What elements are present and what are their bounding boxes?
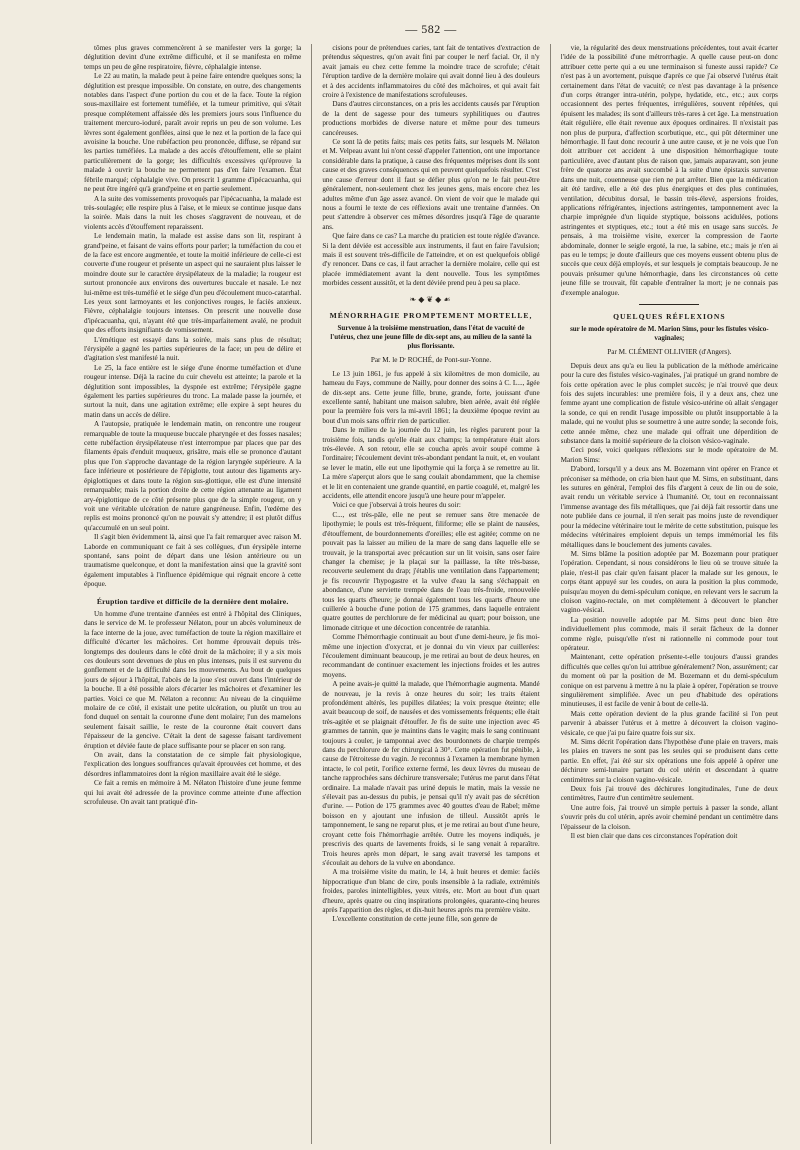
- col1-section-body: [84, 610, 301, 808]
- column-2: [322, 44, 539, 1144]
- paragraph: Maintenant, cette opération présente-t-elle toujours d'aussi grandes difficultés que celles qu'on lui attribue généralement? Non, assurément; car du moment où par la position de M. Bozemann et du demi-spéculum conique on est parvenu à mettre à nu la plaie à opérer, l'opération se trouve singulièrement simplifiée. Avec un peu d'habitude des opérations minutieuses, il est facile de venir à bout de celle-là.: [560, 653, 778, 709]
- column-1: [84, 44, 301, 1144]
- col2-section-body: [322, 370, 539, 925]
- paragraph: Que faire dans ce cas? La marche du praticien est toute réglée d'avance. Si la dent déviée est accessible aux instruments, il faut en faire l'avulsion; mais il est souvent très-difficile de l'atteindre, et on est quelquefois obligé d'y renoncer. Dans ce cas, il faut arracher la dernière molaire, celle qui est placée immédiatement avant la dent nouvelle. Tous les symptômes morbides cessent aussitôt, et la dent déviée prend peu à peu sa place.: [322, 232, 540, 288]
- section-title-reflexions: QUELQUES RÉFLEXIONS: [613, 311, 726, 321]
- ornament-divider: ❧◆❦◆☙: [409, 294, 453, 304]
- paragraph: Mais cette opération devient de la plus grande facilité si l'on peut parvenir à abaisser l'utérus et à mettre à découvert la cloison vagino-vésicale, ce que j'ai pu faire quatre fois sur six.: [560, 709, 778, 737]
- byline-ollivier: Par M. CLÉMENT OLLIVIER (d'Angers).: [607, 348, 732, 357]
- page-number: — 582 —: [405, 22, 457, 36]
- col3-section-body: [561, 362, 778, 842]
- paragraph: Comme l'hémorrhagie continuait au bout d'une demi-heure, je fis moi-même une injection d'oxycrat, et je donnai du vin vieux par cuillerées: l'écoulement diminuant beaucoup, je me retirai au bout de deux heures, en recommandant de continuer exactement les injections froides et les autres moyens.: [322, 633, 540, 679]
- paragraph: vie, la régularité des deux menstruations précédentes, tout avait écarter l'idée de la possibilité d'une métrorrhagie. A quelle cause peut-on donc attribuer cette perte qui a eu une terminaison si funeste aussi rapide? Ce n'est pas à un avortement, puisque d'après ce que j'ai observé l'utérus était certainement dans l'état de vacuité; ce n'est pas davantage à la présence d'un corps étranger intra-utérin, polype, hydatide, etc., etc.; aux corps occasionnent des pertes fréquentes, irrégulières, souvent répétées, qui épuisent les malades; ils sont d'ailleurs très-rares à cet âge. La menstruation était régulière, elle était revenue aux époques ordinaires. Il n'existait pas non plus de purpura, d'affection scorbutique, etc., qui pût déterminer une hémorrhagie. Il faut donc recourir à une autre cause, et je ne vois que l'on doit attribuer cet accident à une disposition hémorrhagique toute particulière, avec d'autant plus de raison que, jamais auparavant, son jeune frère de quatorze ans avait succombé à la suite d'une épistaxis survenue dans une nuit, couenneuse que rien ne put arrêter. Bien que la médication ait été tardive, elle a été des plus énergiques et des plus continuées, ventilation, décubitus dorsal, le bassin très-élevé, aspersions froides, applications réfrigérantes, injections astringentes, tamponnement avec la charpie imprégnée d'un liquide styptique, boissons acidulées, potions astringentes et styptiques, etc.; tout a été mis en usage sans succès. Je pensais, à ma troisième visite, exercer la compression de l'aorte abdominale, donner le seigle ergoté, la rue, la sabine, etc.; mais je n'en ai pas eu le temps; je doute d'ailleurs que ces moyens eussent obtenu plus de succès que ceux déjà employés, et sur lesquels je comptais beaucoup. Je ne pouvais présumer qu'une hémorrhagie, dans les circonstances où cette jeune fille se trouvait, fût capable d'entraîner la mort; je ne connais pas d'exemple analogue.: [560, 44, 778, 297]
- paragraph: Le 25, la face entière est le siége d'une énorme tuméfaction et d'une rougeur intense. Déjà la racine du cuir chevelu est atteinte; la parole et la déglutition sont impossibles, la dyspnée est extrême; l'érysipèle gagne également les parties supérieures du tronc. La malade passe la journée, et surtout la nuit, dans une agitation extrême; elle expire à sept heures du matin dans un accès de délire.: [84, 363, 302, 419]
- paragraph: L'émétique est essayé dans la soirée, mais sans plus de résultat; l'érysipèle a gagné les parties supérieures de la face; un peu de délire et d'agitation s'est manifesté la nuit.: [84, 335, 302, 363]
- paragraph: D'abord, lorsqu'il y a deux ans M. Bozemann vint opérer en France et préconiser sa méthode, on cria bien haut que M. Sims, en substituant, dans les sutures en général, l'emploi des fils d'argent à ceux de lin ou de soie, avait rendu un véritable service à l'humanité. Or, tout en reconnaissant l'immense avantage des fils métalliques, que j'ai déjà fait ressortir dans une note publiée dans ce journal, il n'en serait pas moins juste de revendiquer pour la médecine vétérinaire tout le mérite de cette substitution, puisque les médecins vétérinaires emploient depuis un temps immémorial les fils métalliques dans le bouclement des juments cavales.: [560, 465, 778, 549]
- column-3: [561, 44, 778, 1144]
- column-divider: [311, 44, 312, 1144]
- paragraph: Dans d'autres circonstances, on a pris les accidents causés par l'éruption de la dent de sagesse pour des tumeurs syphilitiques ou d'autres productions morbides de diverse nature et même pour des tumeurs cancéreuses.: [322, 100, 540, 137]
- paragraph: Un homme d'une trentaine d'années est entré à l'hôpital des Cliniques, dans le service de M. le professeur Nélaton, pour un abcès volumineux de la face interne de la joue, avec tuméfaction de toute la région maxillaire et difficulté d'écarter les mâchoires. Cet homme éprouvait depuis très-longtemps des douleurs dans le côté droit de la mâchoire; il y a six mois ces douleurs sont devenues de plus en plus intenses, puis il est survenu du gonflement et de la difficulté dans les mouvements. Au bout de quelques jours de séjour à l'hôpital, l'abcès de la joue s'est ouvert dans l'intérieur de la bouche. Il a été possible alors d'écarter les mâchoires et d'examiner les parties. Voici ce que M. Nélaton a reconnu: Au niveau de la cinquième molaire de ce côté, il existait une petite ulcération, ou plutôt un trou au fond duquel on sentait la couronne d'une dent molaire; l'un des mamelons seulement faisait saillie, le reste de la couronne était couvert dans l'épaisseur de la gencive. C'était la dent de sagesse faisant tardivement éruption et déviée faute de place suffisante pour se placer en son rang.: [84, 609, 302, 750]
- paragraph: A ma troisième visite du matin, le 14, à huit heures et demie: faciès hippocratique d'un blanc de cire, pouls insensible à la radiale, extrémités froides, paroles inintelligibles, yeux vitrés, etc. Mort au bout d'un quart d'heure, après quatre ou cinq inspirations prolongées, quarante-cinq heures après l'apparition des règles, et dix-huit heures après ma première visite.: [322, 868, 540, 914]
- paragraph: Le 22 au matin, la malade peut à peine faire entendre quelques sons; la déglutition est presque impossible. On constate, en outre, des changements notables dans l'aspect d'une portion du cou et de la face. Toute la région sous-maxillaire est fortement tuméfiée, et la tumeur primitive, qui s'était presque complétement affaissée dès les premiers jours sous l'influence du traitement mercuro-ioduré, paraît avoir repris un peu de son volume. Les lèvres sont également gonflées, ainsi que le nez et la portion de la face qui avoisine la bouche. Une rubéfaction peu prononcée, diffuse, se répand sur les parties tuméfiées. La malade a des accès d'étouffement, elle se plaint particulièrement de la gorge; les difficultés excessives qu'éprouve la malade à ouvrir la bouche ne permettent pas d'en faire l'examen. État fébrile marqué; céphalalgie vive. On prescrit 1 gramme d'ipécacuanha, qui ne peut être ingéré qu'à grand'peine et en partie seulement.: [84, 72, 302, 194]
- paragraph: Deux fois j'ai trouvé des déchirures longitudinales, l'une de deux centimètres, l'autre d'un centimètre seulement.: [560, 785, 778, 803]
- col3-body: [561, 44, 778, 298]
- paragraph: L'excellente constitution de cette jeune fille, son genre de: [332, 915, 498, 924]
- paragraph: A peine avais-je quitté la malade, que l'hémorrhagie augmenta. Mandé de nouveau, je la revis à onze heures du soir; les traits étaient profondément altérés, les pupilles dilatées; la voix presque éteinte; elle avait beaucoup de soif, de nausées et des vomissements fréquents; elle était très-agitée et se plaignait d'étouffer. Je fis de suite une injection avec 45 grammes de tannin, que je maintins dans le vagin; mais le sang continuant toujours à couler, je tamponnai avec des bourdonnets de charpie trempés dans du perchlorure de fer chirurgical à 30°. Cette opération fut pénible, à cause de l'étroitesse du vagin. Je reconnus à l'examen la membrane hymen intacte, le col petit, l'orifice externe fermé, les deux lèvres du museau de tanche rapprochées sans déchirure transversale; l'utérus me parut dans l'état ordinaire. La malade n'avait pas uriné depuis le matin, mais la vessie ne s'élevait pas au-dessus du pubis, je pensai qu'il n'y avait pas de sécrétion d'urine. — Potion de 175 grammes avec 40 gouttes d'eau de Rabel; même boisson en y ajoutant une infusion de tilleul. Aussitôt après le tamponnement, le sang ne reparut plus, et je me retirai au bout d'une heure, croyant cette fois l'hémorrhagie arrêtée. Outre les moyens indiqués, je prescrivis des quarts de lavements froids, si le sang venait à reparaître. Trois heures après mon départ, le sang avait traversé les tampons et s'écoulait au dehors de la vulve en abondance.: [322, 680, 540, 867]
- paragraph: Le lendemain matin, la malade est assise dans son lit, respirant à grand'peine, et faisant de vains efforts pour parler; la tuméfaction du cou et de la face est encore augmentée, et toute la moitié inférieure de celle-ci est couverte d'une rougeur et présente un aspect qui ne sauraient plus laisser le moindre doute sur le caractère érysipélateux de la maladie; la rougeur est surtout prononcée aux environs des ouvertures buccale et nasale. Le nez lui-même est très-tuméfié et le siége d'un peu d'écoulement muco-catarrhal. Les yeux sont larmoyants et les conjonctives rouges, le faciès anxieux. Fièvre, céphalalgie toujours intenses. On prescrit une nouvelle dose d'ipécacuanha, qui, n'ayant été que très-imparfaitement avalé, ne produit que des efforts insignifiants de vomissement.: [84, 232, 302, 335]
- paragraph: tômes plus graves commencèrent à se manifester vers la gorge; la déglutition devint d'une extrême difficulté, et il se manifesta en même temps un peu de gêne respiratoire, fièvre, céphalalgie intense.: [84, 44, 302, 71]
- paragraph: C..., est très-pâle, elle ne peut se remuer sans être menacée de lipothymie; le pouls est très-fréquent, filiforme; elle se plaint de nausées, d'étouffement, de bourdonnements d'oreilles; elle est agitée; comme on ne pouvait pas la laisser au milieu de la mare de sang dans laquelle elle se trouvait, je la transportai avec précaution sur un lit voisin, sans oser faire changer la chemise; je la plaçai sur la paillasse, la tête très-basse, recouverte seulement du drap; j'établis une ventilation dans l'appartement; je fis recouvrir l'hypogastre et la vulve d'eau la sang s'échappait en abondance, d'une serviette trempée dans de l'eau très-froide, renouvelée tous les quarts d'heure; je donnai également tous les quarts d'heure une cuillerée à bouche d'une potion de 175 grammes, dans laquelle entraient quatre gouttes de perchlorure de fer médicinal au quart; pour boisson, une limonade citrique et une décoction concentrée de ratanhia.: [322, 510, 540, 632]
- section-subtitle-sims: sur le mode opératoire de M. Marion Sims, pour les fistules vésico-vaginales;: [570, 325, 769, 343]
- paragraph: Voici ce que j'observai à trois heures du soir:: [332, 501, 461, 510]
- col2-body: [322, 44, 539, 289]
- paragraph: Dans le milieu de la journée du 12 juin, les règles parurent pour la troisième fois, tandis qu'elle était aux champs; la température était alors très-élevée. A son retour, elle se coucha après avoir soupé comme à l'ordinaire; l'écoulement devint très-abondant pendant la nuit, et, en voulant se lever le matin, elle eut une lipothymie qui la força à se remettre au lit. La mère s'aperçut alors que le sang coulait abondamment, que la chemise et le lit en contenaient une grande quantité, en partie coagulé, et, malgré les accidents, elle attendit encore jusqu'à une heure pour m'appeler.: [322, 426, 540, 501]
- paragraph: Ce fait a remis en mémoire à M. Nélaton l'histoire d'une jeune femme qui lui avait été adressée de la province comme atteinte d'une affection scrofuleuse. On avait tant pratiqué d'in-: [84, 779, 302, 807]
- col1-body: [84, 44, 301, 590]
- columns: [84, 44, 778, 1144]
- paragraph: A l'autopsie, pratiquée le lendemain matin, on rencontre une rougeur remarquable de toute la muqueuse buccale pharyngée et des fosses nasales; cette rubéfaction érysipélateuse n'est interrompue par places que par des filaments épais d'enduit muqueux, grisâtre, mais elle se prononce d'autant plus que l'on s'approche davantage de la région laryngée supérieure. A la face inférieure et postérieure de l'épiglotte, tout autour des ligaments ary-épiglottiques et dans toute la région sus-glottique, elle est d'une intensité remarquable; mais la portion droite de cette région attenante au ligament ary-épiglottique de ce côté présente plus que de la simple rougeur, on y voit une véritable ulcération de nature gangréneuse. Enfin, l'œdème des replis est moins prononcé qu'on ne pouvait s'y attendre; il est plutôt diffus qu'accumulé en un seul point.: [84, 420, 302, 532]
- paragraph: Le 13 juin 1861, je fus appelé à six kilomètres de mon domicile, au hameau du Fays, commune de Nailly, pour donner des soins à C. L..., âgée de dix-sept ans. Cette jeune fille, brune, grande, forte, jouissant d'une excellente santé, habitant une maison salubre, bien aérée, avait été réglée pour la première fois vers la mi-avril 1861; la deuxième époque revint au bout d'un mois sans offrir rien de particulier.: [322, 369, 540, 425]
- paragraph: Ce sont là de petits faits; mais ces petits faits, sur lesquels M. Nélaton et M. Velpeau avant lui n'ont cessé d'appeler l'attention, ont une importance considérable dans la pratique, à cause des fréquentes méprises dont ils sont cause et des graves conséquences qui en peuvent quelquefois résulter. C'est une cause d'erreur dont il faut se défier plus qu'on ne le fait peut-être généralement, non-seulement chez les jeunes gens, mais encore chez les adultes même d'un âge assez avancé. On vient de voir que le malade qui nous a fourni le texte de ces réflexions avait une trentaine d'années. On peut s'attendre à observer ces mêmes désordres jusqu'à l'âge de quarante ans.: [322, 138, 540, 231]
- paragraph: Une autre fois, j'ai trouvé un simple pertuis à passer la sonde, allant s'ouvrir près du col utérin, après avoir cheminé pendant un centimètre dans l'épaisseur de la cloison.: [560, 803, 778, 831]
- paragraph: cisions pour de prétendues caries, tant fait de tentatives d'extraction de prétendus séquestres, qu'on avait fini par couper le nerf facial. Or, il n'y avait jamais eu chez cette femme la moindre trace de scrofule; c'était l'éruption tardive de la dernière molaire qui avait donné lieu à des douleurs et à des accidents inflammatoires du côté des mâchoires, et qui avait fait croire à l'existence de manifestations scrofuleuses.: [322, 44, 540, 100]
- paragraph: Il est bien clair que dans ces circonstances l'opération doit: [570, 832, 738, 841]
- section-subtitle-menorrhagie: Survenue à la troisième menstruation, dans l'état de vacuité de l'utérus, chez une jeune fille de dix-sept ans, au milieu de la santé la plus florissante.: [330, 324, 532, 351]
- paragraph: On avait, dans la constatation de ce simple fait physiologique, l'explication des longues souffrances qu'avait éprouvées cet homme, et des désordres inflammatoires dont la région maxillaire avait été le siége.: [84, 751, 302, 778]
- section-title-eruption: Éruption tardive et difficile de la dernière dent molaire.: [96, 596, 289, 606]
- paragraph: Il s'agit bien évidemment là, ainsi que l'a fait remarquer avec raison M. Laborde en communiquant ce fait à ses collègues, d'un érysipèle interne spontané, sans point de départ dans une lésion antérieure ou un traumatisme quelconque, et dont la manifestation ainsi que la gravité sont également imputables à l'influence épidémique qui régnait encore à cette époque.: [84, 533, 302, 589]
- paragraph: Ceci posé, voici quelques réflexions sur le mode opératoire de M. Marion Sims:: [560, 446, 778, 464]
- paragraph: A la suite des vomissements provoqués par l'ipécacuanha, la malade est très-soulagée; elle respire plus à l'aise, et le mieux se continue jusque dans la soirée. Mais dans la nuit les choses s'aggravent de nouveau, et de violents accès d'étouffement reparaissent.: [84, 194, 302, 231]
- section-title-menorrhagie: MÉNORRHAGIE PROMPTEMENT MORTELLE,: [329, 310, 533, 320]
- column-divider: [550, 44, 551, 1144]
- paragraph: Depuis deux ans qu'a eu lieu la publication de la méthode américaine pour la cure des fistules vésico-vaginales, j'ai pratiqué un grand nombre de fois cette opération avec le plus complet succès; je n'ai trouvé que deux fois des sujets incurables: une première fois, il y a deux ans, chez une femme ayant une complication de fistule vésico-utérine où allait s'engager la sonde, ce qui en rendit l'usage impossible ou plutôt insupportable à la malade, qui ne voulut plus se soumettre à une autre sonde; la seconde fois, cette année même, chez une malade qui offrait une déperdition de substance dans la moitié supérieure de la cloison vésico-vaginale.: [560, 361, 778, 446]
- paragraph: M. Sims décrit l'opération dans l'hypothèse d'une plaie en travers, mais les plaies en travers ne sont pas les seules qui se produisent dans cette partie. En effet, j'ai été sur six opérations une fois appelé à opérer une déchirure semi-lunaire partant du col utérin et descendant à quatre centimètres sur la cloison vagino-vésicale.: [560, 738, 778, 784]
- paragraph: M. Sims blâme la position adoptée par M. Bozemann pour pratiquer l'opération. Cependant, si nous considérons le lieu où se trouve située la plaie, n'est-il pas clair qu'en faisant placer la malade sur les genoux, le corps étant appuyé sur les coudes, on aura la position la plus commode, puisqu'au moyen du demi-spéculum conique, en relevant vers le sacrum la cloison vagino-rectale, on met complétement à découvert le plancher vagino-vésical.: [560, 549, 778, 615]
- rule-divider: [639, 304, 699, 305]
- byline-roche: Par M. le Dʳ ROCHÉ, de Pont-sur-Yonne.: [370, 356, 492, 365]
- paragraph: La position nouvelle adoptée par M. Sims peut donc bien être individuellement plus commode, mais il serait fâcheux de la donner comme règle, puisqu'elle n'est ni rationnelle ni commode pour tout opérateur.: [560, 615, 778, 652]
